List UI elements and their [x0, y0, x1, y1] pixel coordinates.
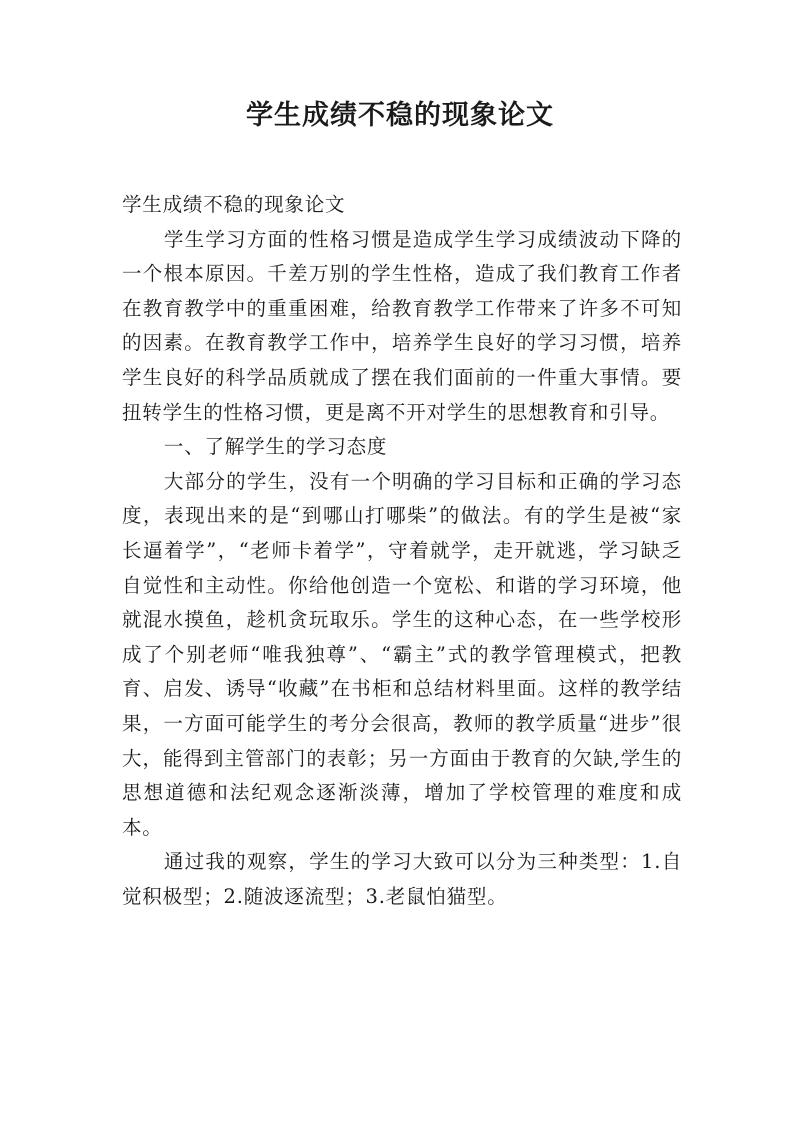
- document-body: [122, 188, 682, 914]
- paragraph-types: 通过我的观察，学生的学习大致可以分为三种类型：1.自觉积极型；2.随波逐流型；3.老鼠怕猫型。: [122, 850, 682, 908]
- subtitle-line: 学生成绩不稳的现象论文: [122, 193, 346, 216]
- paragraph-attitude: 大部分的学生，没有一个明确的学习目标和正确的学习态度，表现出来的是“到哪山打哪柴”的做法。有的学生是被“家长逼着学”，“老师卡着学”，守着就学，走开就逃，学习缺乏自觉性和主动性。你给他创造一个宽松、和谐的学习环境，他就混水摸鱼，趁机贪玩取乐。学生的这种心态，在一些学校形成了个别老师“唯我独尊”、“霸主”式的教学管理模式，把教育、启发、诱导“收藏”在书柜和总结材料里面。这样的教学结果，一方面可能学生的考分会很高，教师的教学质量“进步”很大，能得到主管部门的表彰；另一方面由于教育的欠缺,学生的思想道德和法纪观念逐渐淡薄，增加了学校管理的难度和成本。: [122, 469, 682, 839]
- document-title: 学生成绩不稳的现象论文: [246, 100, 554, 131]
- section-heading: 一、了解学生的学习态度: [163, 435, 388, 459]
- paragraph-intro: 学生学习方面的性格习惯是造成学生学习成绩波动下降的一个根本原因。千差万别的学生性格，造成了我们教育工作者在教育教学中的重重困难，给教育教学工作带来了许多不可知的因素。在教育教学工作中，培养学生良好的学习习惯，培养学生良好的科学品质就成了摆在我们面前的一件重大事情。要扭转学生的性格习惯，更是离不开对学生的思想教育和引导。: [122, 227, 682, 424]
